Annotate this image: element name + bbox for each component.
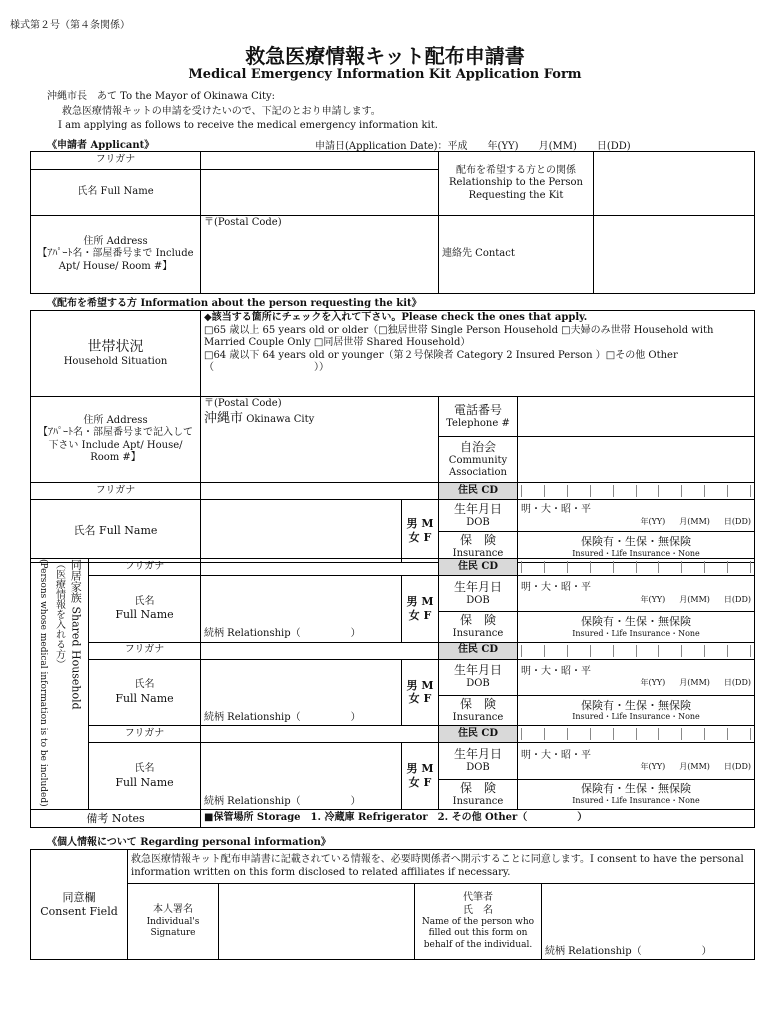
consent-field-en: Consent Field: [40, 904, 118, 918]
month-label: 月(MM): [679, 678, 710, 688]
applicant-address-field[interactable]: [201, 216, 439, 294]
relationship-label: 続柄 Relationship（ ）: [204, 795, 361, 807]
phone-label-en: Telephone #: [446, 417, 510, 429]
insurance-options-en: Insured・Life Insurance・None: [572, 548, 700, 558]
signature-label-en: Individual's Signature: [146, 916, 200, 938]
applicant-furigana-label: フリガナ: [31, 152, 201, 170]
address-label: 住所 Address: [83, 414, 148, 426]
community-association-field[interactable]: [518, 437, 755, 483]
address-label: 住所 Address: [83, 235, 148, 247]
proxy-label-ja: 代筆者: [463, 892, 493, 904]
consent-field-label: [31, 850, 128, 960]
member2-resident-cd-field[interactable]: [518, 642, 755, 659]
requester-address-field[interactable]: [201, 397, 439, 483]
member2-furigana-field[interactable]: [201, 642, 439, 659]
signature-label: [128, 884, 219, 960]
year-label: 年(YY): [640, 762, 666, 772]
applicant-table: [30, 151, 755, 294]
member1-resident-cd-field[interactable]: [518, 559, 755, 576]
era-options: 明・大・昭・平: [521, 749, 591, 761]
side-sub-ja: （医療情報を入れる方）: [53, 559, 65, 669]
postal-code-label: 〒(Postal Code): [204, 217, 282, 228]
insurance-label-en: Insurance: [452, 795, 504, 807]
year-label: 年(YY): [640, 516, 666, 526]
resident-cd-label: 住民 CD: [439, 642, 518, 659]
shared-household-side-label: [31, 559, 89, 810]
dob-label-ja: 生年月日: [453, 663, 502, 678]
proxy-label: [415, 884, 542, 960]
member2-insurance-field[interactable]: [518, 695, 755, 726]
insurance-options: 保険有・生保・無保険: [581, 534, 691, 548]
proxy-field[interactable]: [542, 884, 755, 960]
insurance-options-en: Insured・Life Insurance・None: [572, 712, 700, 722]
requester-name-field[interactable]: [201, 500, 402, 563]
notes-label: 備考 Notes: [31, 810, 201, 828]
assoc-label-ja: 自治会: [459, 439, 496, 454]
day-label: 日(DD): [723, 678, 751, 688]
check-heading: ◆該当する箇所にチェックを入れて下さい。Please check the ones that apply.: [204, 312, 588, 323]
relationship-label: 配布を希望する方との関係 Relationship to the Person Requesting the Kit: [439, 152, 594, 216]
resident-cd-label: 住民 CD: [439, 726, 518, 743]
application-date: 申請日(Application Date)：平成____年(YY)____月(MM)____日(DD): [315, 141, 631, 152]
phone-field[interactable]: [518, 397, 755, 437]
relationship-label: 続柄 Relationship（ ）: [204, 628, 361, 640]
member3-name-label: [89, 743, 201, 810]
member1-sex-selector[interactable]: [402, 576, 439, 643]
applicant-name-field[interactable]: [201, 170, 439, 216]
household-label-ja: 世帯状況: [87, 338, 144, 355]
sex-male[interactable]: 男 M: [406, 678, 434, 692]
name-label-en: Full Name: [115, 691, 174, 705]
insurance-label: [439, 695, 518, 726]
member1-furigana-field[interactable]: [201, 559, 439, 576]
requester-table: [30, 310, 755, 563]
day-label: 日(DD): [723, 594, 751, 604]
applicant-furigana-field[interactable]: [201, 152, 439, 170]
member1-furigana-label: フリガナ: [89, 559, 201, 576]
community-association-label: [439, 437, 518, 483]
sex-male[interactable]: 男 M: [406, 762, 434, 776]
member1-name-field[interactable]: [201, 576, 402, 643]
side-sub-en: (Persons whose medical information is to be included): [38, 559, 48, 807]
household-situation-label: [31, 311, 201, 397]
member2-furigana-label: フリガナ: [89, 642, 201, 659]
dob-label: [439, 500, 518, 532]
member3-dob-field[interactable]: [518, 743, 755, 779]
era-options: 明・大・昭・平: [521, 665, 591, 677]
requester-name-label: 氏名 Full Name: [31, 500, 201, 563]
intro-ja: 救急医療情報キットの申請を受けたいので、下記のとおり申請します。: [62, 106, 381, 117]
phone-label-ja: 電話番号: [453, 402, 502, 417]
insurance-label: [439, 779, 518, 810]
dob-label: [439, 576, 518, 612]
day-label: 日(DD): [723, 516, 751, 526]
member1-name-label: [89, 576, 201, 643]
applicant-address-label: [31, 216, 201, 294]
page-title: 救急医療情報キット配布申請書: [245, 44, 525, 68]
relationship-label: 続柄 Relationship（ ）: [204, 711, 361, 723]
household-options: [201, 311, 755, 397]
proxy-label-en: Name of the person who filled out this form on behalf of the individual.: [421, 917, 535, 950]
year-label: 年(YY): [640, 594, 666, 604]
name-label-ja: 氏名: [134, 595, 155, 607]
name-label-ja: 氏名: [134, 763, 155, 775]
form-number: 様式第２号（第４条関係）: [10, 20, 130, 31]
proxy-relationship: 続柄 Relationship（ ）: [545, 945, 712, 957]
insurance-label: [439, 612, 518, 643]
name-label-ja: 氏名: [134, 679, 155, 691]
dob-label: [439, 743, 518, 779]
insurance-label-ja: 保 険: [459, 780, 496, 795]
day-label: 日(DD): [723, 762, 751, 772]
contact-field[interactable]: [594, 216, 755, 294]
insurance-options: 保険有・生保・無保険: [581, 615, 691, 629]
signature-label-ja: 本人署名: [153, 904, 193, 915]
page-subtitle: Medical Emergency Information Kit Application Form: [188, 67, 582, 82]
member3-name-field[interactable]: [201, 743, 402, 810]
contact-label: 連絡先 Contact: [439, 216, 594, 294]
proxy-name-label: 氏 名: [463, 904, 493, 916]
member2-sex-selector[interactable]: [402, 659, 439, 726]
dob-label: [439, 659, 518, 695]
sex-female[interactable]: 女 F: [408, 530, 432, 544]
side-label: 同居家族 Shared Household: [69, 559, 83, 710]
address-sub: 【ｱﾊﾟｰﾄ名・部屋番号まで Include Apt/ House/ Room #】: [37, 248, 194, 272]
privacy-table: [30, 849, 755, 960]
assoc-label-en: Community Association: [448, 454, 508, 478]
household-table: [30, 558, 755, 828]
storage-options[interactable]: ■保管場所 Storage 1. 冷蔵庫 Refrigerator 2. その他 Other（ ）: [201, 810, 755, 828]
intro-en: I am applying as follows to receive the medical emergency information kit.: [58, 120, 438, 131]
relationship-field[interactable]: [594, 152, 755, 216]
member3-furigana-field[interactable]: [201, 726, 439, 743]
member2-dob-field[interactable]: [518, 659, 755, 695]
member3-furigana-label: フリガナ: [89, 726, 201, 743]
resident-cd-label: 住民 CD: [439, 559, 518, 576]
member3-insurance-field[interactable]: [518, 779, 755, 810]
member1-dob-field[interactable]: [518, 576, 755, 612]
name-label-en: Full Name: [115, 608, 174, 622]
consent-text: 救急医療情報キット配布申請書に記載されている情報を、必要時関係者へ開示することに同意します。I consent to have the personal information written on this form disclosed to related affiliates if necessary.: [128, 850, 755, 884]
sex-male[interactable]: 男 M: [406, 595, 434, 609]
era-options: 明・大・昭・平: [521, 504, 591, 516]
sex-male[interactable]: 男 M: [406, 517, 434, 530]
sex-female[interactable]: 女 F: [408, 608, 432, 622]
dob-label-en: DOB: [466, 516, 490, 528]
insurance-label-en: Insurance: [452, 711, 504, 723]
resident-cd-label: 住民 CD: [439, 483, 518, 500]
dob-label-en: DOB: [466, 762, 490, 774]
option-under-64[interactable]: □64 歳以下 64 years old or younger（第２号保険者 Category 2 Insured Person ）□その他 Other（ ））: [204, 349, 678, 373]
sex-selector[interactable]: [402, 500, 439, 563]
member3-resident-cd-field[interactable]: [518, 726, 755, 743]
signature-field[interactable]: [219, 884, 415, 960]
dob-label-ja: 生年月日: [453, 501, 502, 516]
requester-furigana-label: フリガナ: [31, 483, 201, 500]
consent-field-ja: 同意欄: [62, 890, 96, 904]
year-label: 年(YY): [640, 678, 666, 688]
household-label-en: Household Situation: [63, 356, 168, 367]
sex-female[interactable]: 女 F: [408, 692, 432, 706]
requester-furigana-field[interactable]: [201, 483, 439, 500]
insurance-options: 保険有・生保・無保険: [581, 698, 691, 712]
month-label: 月(MM): [679, 516, 710, 526]
insurance-label-en: Insurance: [452, 548, 504, 559]
address-sub: 【ｱﾊﾟｰﾄ名・部屋番号まで記入して下さい Include Apt/ House/ Room #】: [38, 427, 193, 463]
applicant-name-label: 氏名 Full Name: [31, 170, 201, 216]
member3-sex-selector[interactable]: [402, 743, 439, 810]
dob-field[interactable]: [518, 500, 755, 532]
insurance-label-en: Insurance: [452, 628, 504, 640]
member2-name-field[interactable]: [201, 659, 402, 726]
applicant-section-title: 《申請者 Applicant》: [47, 140, 155, 151]
dob-label-en: DOB: [466, 594, 490, 606]
insurance-label-ja: 保 険: [459, 696, 496, 711]
city-ja: 沖縄市: [204, 410, 244, 426]
postal-code-label: 〒(Postal Code): [204, 398, 282, 409]
resident-cd-field[interactable]: [518, 483, 755, 500]
member1-insurance-field[interactable]: [518, 612, 755, 643]
option-over-65[interactable]: □65 歳以上 65 years old or older（□独居世帯 Single Person Household □夫婦のみ世帯 Household with Married Couple Only □同居世帯 Shared Household）: [204, 324, 714, 348]
privacy-section-title: 《個人情報について Regarding personal information》: [47, 837, 331, 848]
month-label: 月(MM): [679, 762, 710, 772]
name-label-en: Full Name: [115, 775, 174, 789]
requester-section-title: 《配布を希望する方 Information about the person requesting the kit》: [47, 298, 422, 309]
phone-label: [439, 397, 518, 437]
insurance-options-en: Insured・Life Insurance・None: [572, 628, 700, 638]
insurance-options-en: Insured・Life Insurance・None: [572, 796, 700, 806]
member2-name-label: [89, 659, 201, 726]
sex-female[interactable]: 女 F: [408, 776, 432, 790]
dob-label-ja: 生年月日: [453, 747, 502, 762]
requester-address-label: [31, 397, 201, 483]
dob-label-en: DOB: [466, 678, 490, 690]
era-options: 明・大・昭・平: [521, 582, 591, 594]
addressee: 沖縄市長 あて To the Mayor of Okinawa City:: [47, 91, 276, 102]
dob-label-ja: 生年月日: [453, 579, 502, 594]
insurance-label-ja: 保 険: [459, 613, 496, 628]
insurance-options: 保険有・生保・無保険: [581, 782, 691, 796]
insurance-label-ja: 保 険: [459, 533, 496, 547]
city-en: Okinawa City: [246, 413, 315, 425]
month-label: 月(MM): [679, 594, 710, 604]
